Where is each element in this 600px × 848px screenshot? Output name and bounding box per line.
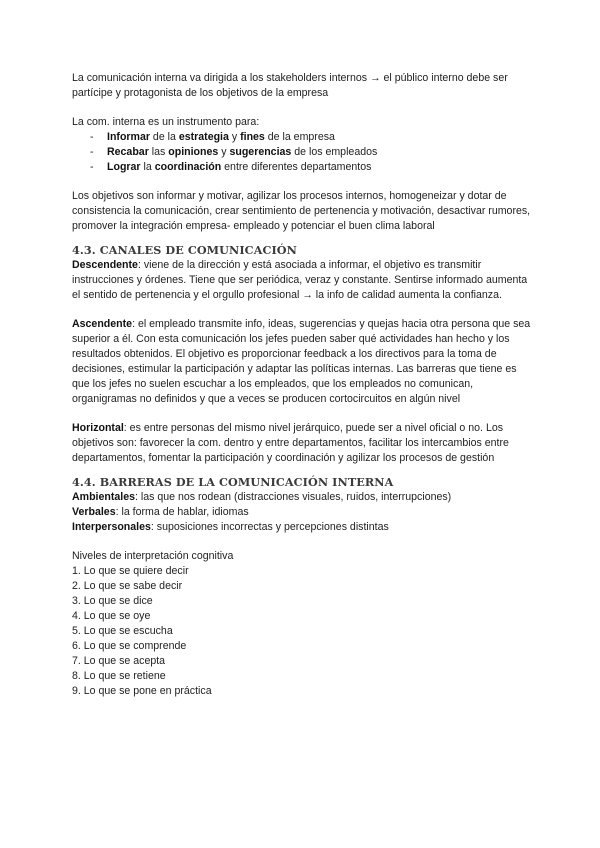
list-item: 2. Lo que se sabe decir (72, 580, 183, 592)
intro-paragraph: La comunicación interna va dirigida a los stakeholders internos → el público interno debe ser partícipe y protagonista de los objetivos de la empresa (72, 72, 508, 99)
section-heading-4-3: 4.3. CANALES DE COMUNICACIÓN (72, 243, 297, 257)
term-descendente: Descendente (72, 259, 138, 271)
list-item: 5. Lo que se escucha (72, 625, 173, 637)
ascendente-paragraph: Ascendente: el empleado transmite info, ideas, sugerencias y quejas hacia otra persona que sea superior a él. Con esta comunicación los jefes pueden saber qué actividades han hecho y los resultados obtenidos. El objetivo es proporcionar feedback a los directivos para la toma de decisiones, estimular la participación y adaptar las políticas internas. Las barreras que tiene es que los jefes no suelen escuchar a los empleados, que los empleados no comunican, organigramas no definidos y que a veces se producen cortocircuitos en algún nivel (72, 318, 531, 405)
list-item: - Informar de la estrategia y fines de la empresa (90, 130, 532, 145)
objectives-paragraph: Los objetivos son informar y motivar, agilizar los procesos internos, homogeneizar y dotar de consistencia la comunicación, crear sentimiento de pertenencia y motivación, desactivar rumores, promover la integración empresa- empleado y potenciar el buen clima laboral (72, 190, 531, 232)
list-item: 1. Lo que se quiere decir (72, 565, 189, 577)
descendente-paragraph: Descendente: viene de la dirección y está asociada a informar, el objetivo es transmitir instrucciones y órdenes. Tiene que ser periódica, veraz y constante. Sentirse informado aumenta el sentido de pertenencia y el orgullo profesional → la info de calidad aumenta la confianza. (72, 259, 528, 301)
levels-title: Niveles de interpretación cognitiva (72, 550, 234, 562)
instrument-lead: La com. interna es un instrumento para: (72, 116, 260, 128)
barrier-ambientales: Ambientales: las que nos rodean (distracciones visuales, ruidos, interrupciones) (72, 491, 452, 503)
list-item: 7. Lo que se acepta (72, 655, 166, 667)
barrier-verbales: Verbales: la forma de hablar, idiomas (72, 506, 249, 518)
levels-list (72, 564, 532, 699)
horizontal-paragraph: Horizontal: es entre personas del mismo nivel jerárquico, puede ser a nivel oficial o no. Los objetivos son: favorecer la com. dentro y entre departamentos, facilitar los intercambios entre departamentos, fomentar la participación y coordinación y agilizar los procesos de gestión (72, 422, 509, 464)
list-item: 8. Lo que se retiene (72, 670, 166, 682)
list-item: 6. Lo que se comprende (72, 640, 187, 652)
list-item: - Lograr la coordinación entre diferentes departamentos (90, 160, 532, 175)
section-heading-4-4: 4.4. BARRERAS DE LA COMUNICACIÓN INTERNA (72, 475, 394, 489)
term-ascendente: Ascendente (72, 318, 133, 330)
instrument-list (72, 130, 532, 175)
term-horizontal: Horizontal (72, 422, 124, 434)
document-page (72, 71, 532, 699)
list-item: 4. Lo que se oye (72, 610, 151, 622)
list-item: 9. Lo que se pone en práctica (72, 685, 212, 697)
list-item: 3. Lo que se dice (72, 595, 153, 607)
barrier-interpersonales: Interpersonales: suposiciones incorrectas y percepciones distintas (72, 521, 389, 533)
list-item: - Recabar las opiniones y sugerencias de los empleados (90, 145, 532, 160)
